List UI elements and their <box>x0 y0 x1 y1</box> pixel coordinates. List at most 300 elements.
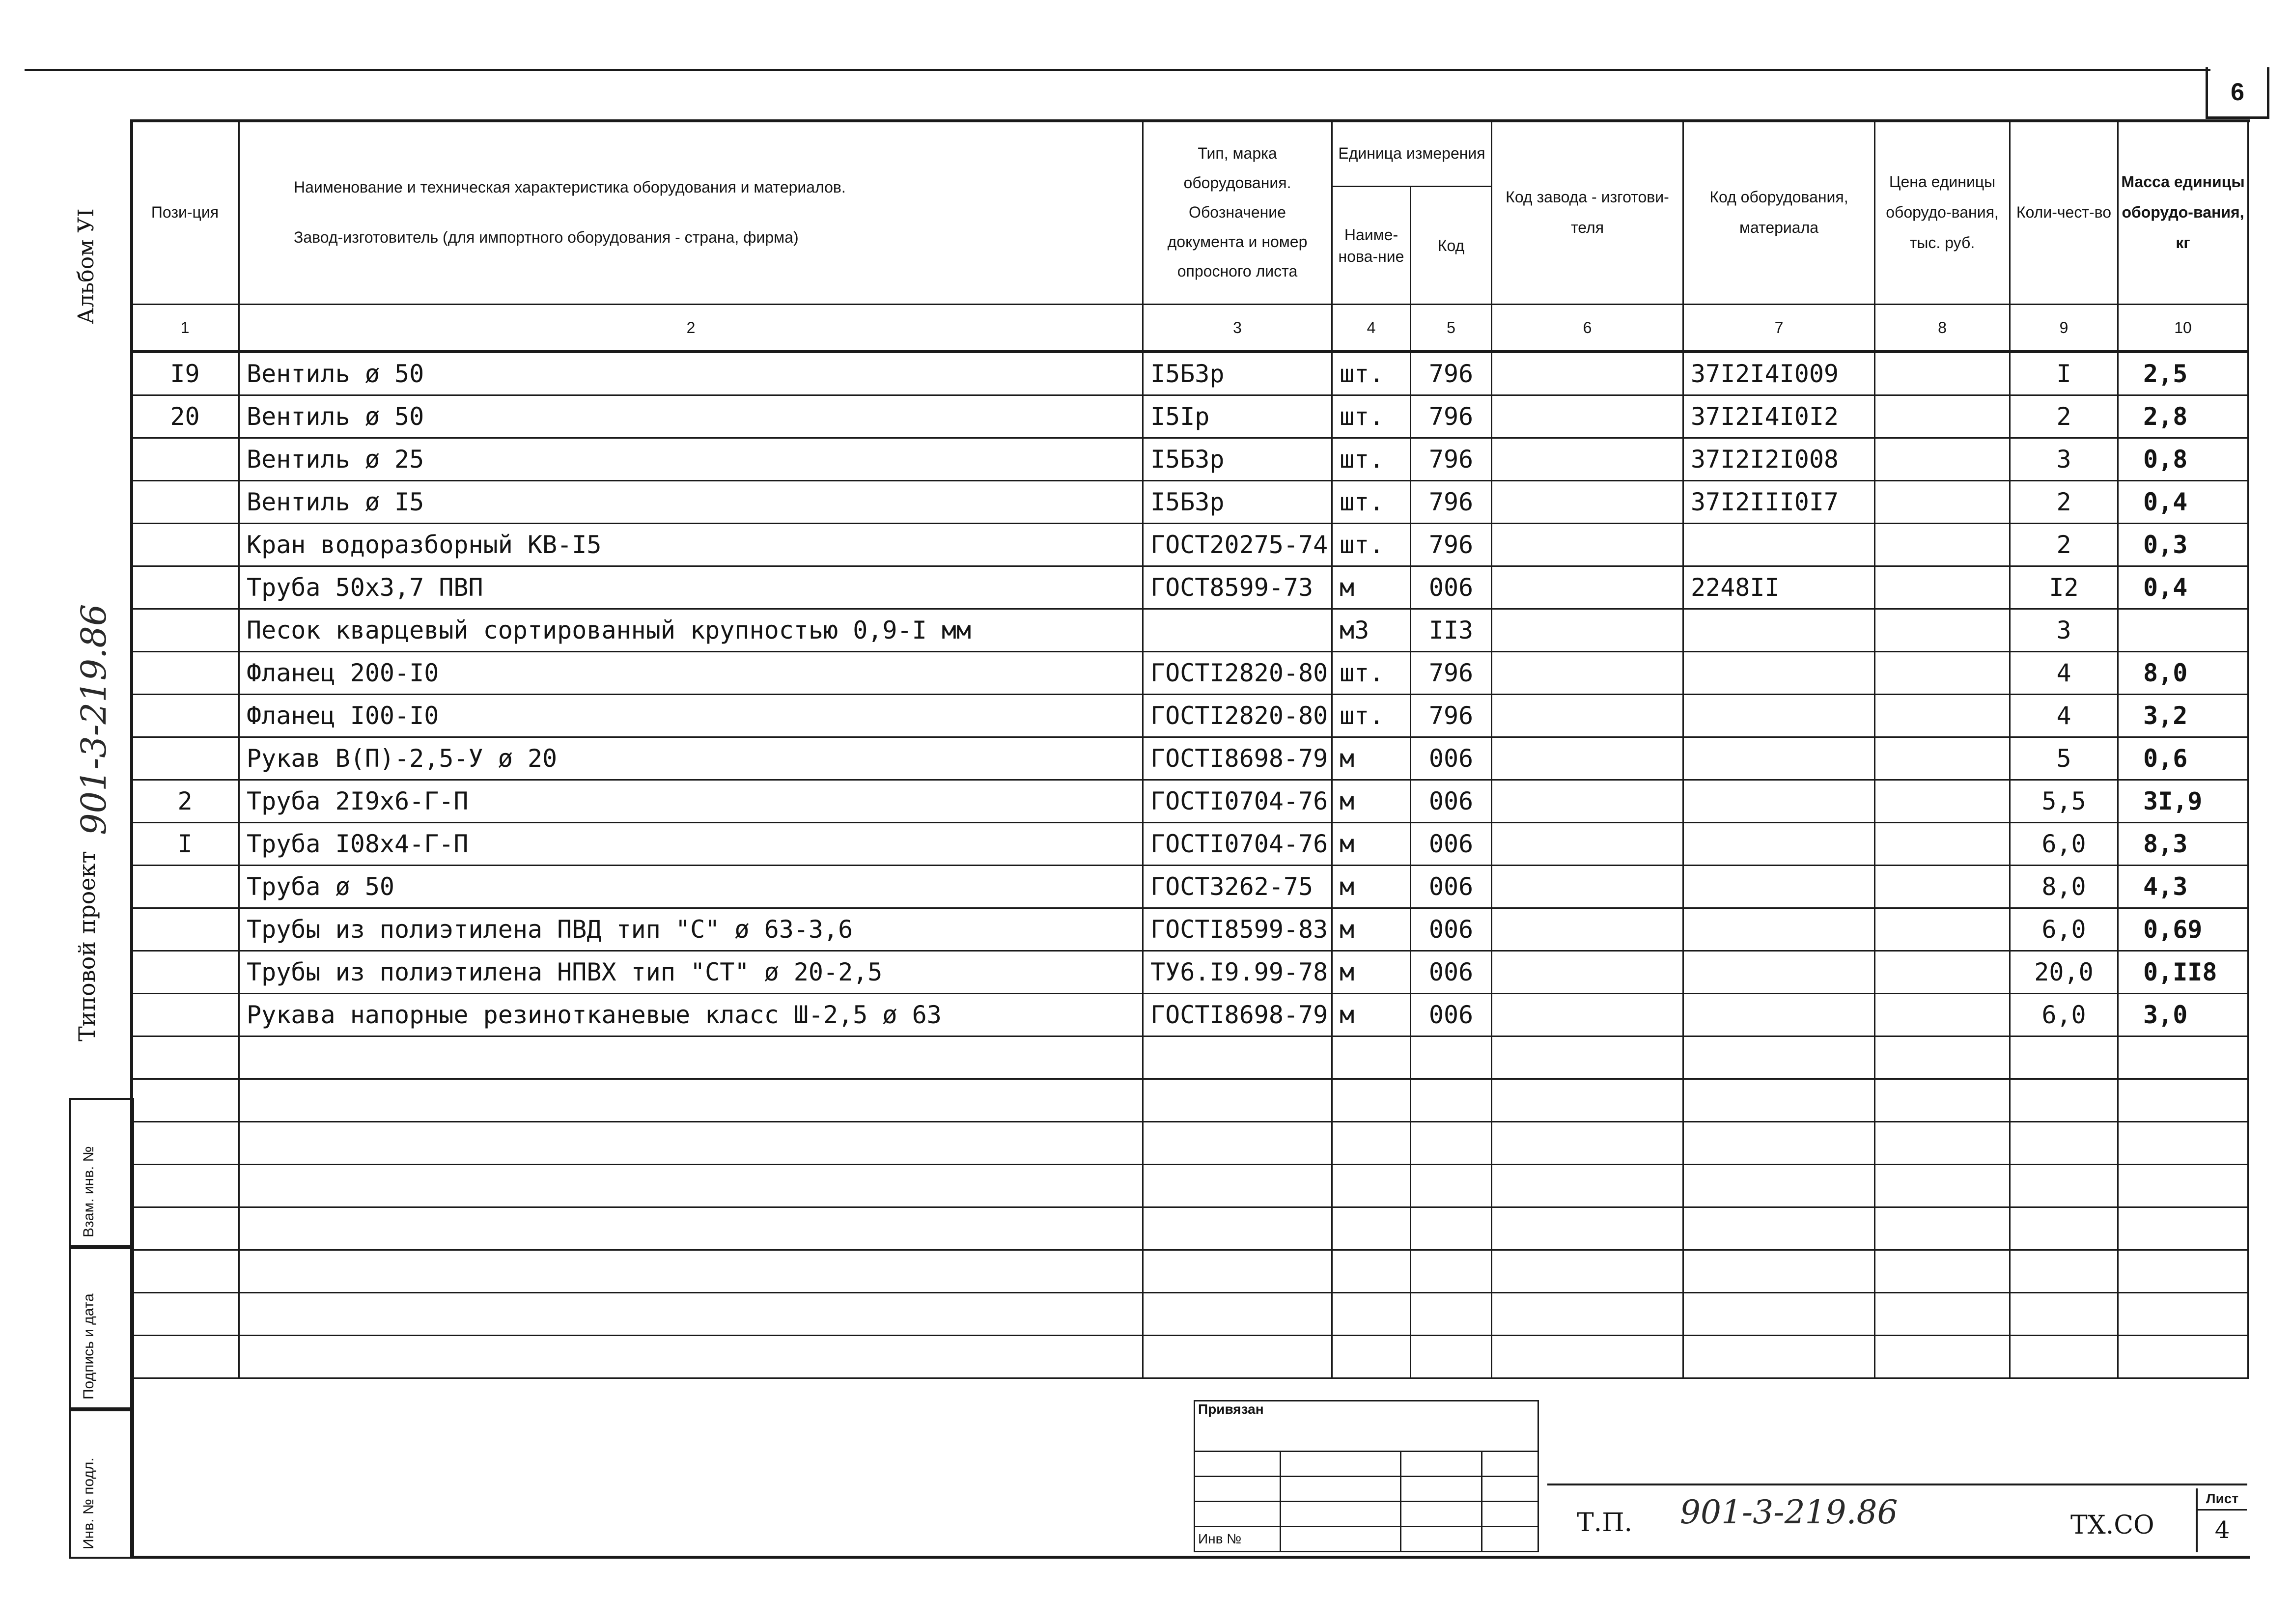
cell-code <box>1683 823 1875 866</box>
table-row <box>131 524 2248 566</box>
cell-ucode: II3 <box>1411 609 1492 652</box>
cell-pos: I <box>131 823 239 866</box>
col-number: 6 <box>1492 305 1683 352</box>
cell-price <box>1875 908 2010 951</box>
table-row <box>131 951 2248 994</box>
cell-price <box>1875 695 2010 737</box>
empty-cell <box>1143 1122 1332 1165</box>
cell-factory <box>1492 737 1683 780</box>
cell-factory <box>1492 951 1683 994</box>
cell-code <box>1683 609 1875 652</box>
cell-type: ГОСТI8698-79 <box>1143 994 1332 1036</box>
stamp-box-replaced-inv <box>69 1098 134 1249</box>
table-row <box>131 352 2248 395</box>
cell-factory <box>1492 780 1683 823</box>
empty-cell <box>2010 1122 2118 1165</box>
cell-unit: шт. <box>1332 695 1411 737</box>
tp-code-handwritten: 901-3-219.86 <box>1680 1493 1898 1531</box>
empty-cell <box>2118 1336 2248 1378</box>
cell-pos <box>131 695 239 737</box>
empty-cell <box>2118 1250 2248 1293</box>
cell-code <box>1683 524 1875 566</box>
header-unit-name: Наиме-нова-ние <box>1332 187 1411 305</box>
cell-pos <box>131 652 239 695</box>
cell-code: 37I2I2I008 <box>1683 438 1875 481</box>
cell-code: 37I2I4I009 <box>1683 352 1875 395</box>
col-number: 8 <box>1875 305 2010 352</box>
empty-cell <box>239 1165 1143 1207</box>
empty-cell <box>1411 1336 1492 1378</box>
cell-ucode: 006 <box>1411 780 1492 823</box>
cell-factory <box>1492 994 1683 1036</box>
cell-unit: шт. <box>1332 352 1411 395</box>
empty-cell <box>1492 1122 1683 1165</box>
empty-cell <box>2118 1293 2248 1336</box>
cell-pos <box>131 481 239 524</box>
cell-ucode: 006 <box>1411 566 1492 609</box>
cell-pos: 2 <box>131 780 239 823</box>
cell-qty: I2 <box>2010 566 2118 609</box>
empty-cell <box>1875 1079 2010 1122</box>
cell-name: Труба I08х4-Г-П <box>239 823 1143 866</box>
cell-name: Фланец 200-I0 <box>239 652 1143 695</box>
cell-price <box>1875 737 2010 780</box>
cell-mass: 0,II8 <box>2118 951 2248 994</box>
empty-cell <box>131 1122 239 1165</box>
cell-ucode: 006 <box>1411 737 1492 780</box>
cell-factory <box>1492 609 1683 652</box>
cell-unit: м <box>1332 737 1411 780</box>
cell-type: ГОСТ3262-75 <box>1143 866 1332 908</box>
empty-cell <box>1875 1293 2010 1336</box>
cell-type: I5Iр <box>1143 395 1332 438</box>
top-rule <box>25 69 2210 71</box>
empty-cell <box>1143 1165 1332 1207</box>
empty-cell <box>131 1207 239 1250</box>
cell-unit: шт. <box>1332 395 1411 438</box>
table-row <box>131 908 2248 951</box>
cell-unit: шт. <box>1332 652 1411 695</box>
cell-factory <box>1492 438 1683 481</box>
cell-unit: м <box>1332 908 1411 951</box>
header-quantity: Коли-чест-во <box>2010 120 2118 305</box>
cell-name: Вентиль ø I5 <box>239 481 1143 524</box>
empty-cell <box>2118 1079 2248 1122</box>
empty-cell <box>239 1079 1143 1122</box>
stamp-label: Подпись и дата <box>81 1293 97 1400</box>
cell-qty: 3 <box>2010 609 2118 652</box>
header-name-line1: Наименование и техническая характеристика оборудования и материалов. <box>294 178 846 196</box>
cell-mass: 3,0 <box>2118 994 2248 1036</box>
cell-unit: м <box>1332 780 1411 823</box>
cell-name: Фланец I00-I0 <box>239 695 1143 737</box>
table-row <box>131 481 2248 524</box>
cell-unit: шт. <box>1332 524 1411 566</box>
empty-cell <box>239 1122 1143 1165</box>
sheet-cell <box>2196 1488 2247 1552</box>
cell-unit: шт. <box>1332 438 1411 481</box>
cell-code <box>1683 737 1875 780</box>
cell-ucode: 006 <box>1411 951 1492 994</box>
cell-qty: 2 <box>2010 524 2118 566</box>
cell-factory <box>1492 908 1683 951</box>
empty-cell <box>1143 1336 1332 1378</box>
empty-cell <box>1875 1336 2010 1378</box>
empty-cell <box>1875 1165 2010 1207</box>
col-number: 10 <box>2118 305 2248 352</box>
empty-cell <box>1683 1165 1875 1207</box>
table-row <box>131 695 2248 737</box>
cell-code: 37I2III0I7 <box>1683 481 1875 524</box>
empty-cell <box>1492 1336 1683 1378</box>
cell-type: ГОСТI0704-76 <box>1143 780 1332 823</box>
cell-price <box>1875 652 2010 695</box>
empty-cell <box>2010 1165 2118 1207</box>
empty-cell <box>1332 1336 1411 1378</box>
cell-type: ГОСТ8599-73 <box>1143 566 1332 609</box>
cell-pos <box>131 566 239 609</box>
cell-mass: 2,5 <box>2118 352 2248 395</box>
cell-price <box>1875 352 2010 395</box>
header-unit-code: Код <box>1411 187 1492 305</box>
bound-label: Привязан <box>1195 1401 1538 1452</box>
cell-price <box>1875 951 2010 994</box>
cell-name: Труба ø 50 <box>239 866 1143 908</box>
table-row <box>131 566 2248 609</box>
stamp-label: Инв. № подл. <box>81 1457 97 1549</box>
cell-pos <box>131 994 239 1036</box>
header-name-line2: Завод-изготовитель (для импортного оборудования - страна, фирма) <box>294 228 799 246</box>
empty-cell <box>131 1293 239 1336</box>
empty-cell <box>1411 1122 1492 1165</box>
empty-row <box>131 1250 2248 1293</box>
cell-type <box>1143 609 1332 652</box>
sheet-label: Лист <box>2198 1488 2247 1511</box>
empty-cell <box>1411 1165 1492 1207</box>
empty-cell <box>1143 1250 1332 1293</box>
cell-unit: м <box>1332 951 1411 994</box>
cell-ucode: 796 <box>1411 524 1492 566</box>
empty-row <box>131 1207 2248 1250</box>
empty-cell <box>239 1293 1143 1336</box>
table-row <box>131 780 2248 823</box>
cell-mass: 8,0 <box>2118 652 2248 695</box>
cell-ucode: 006 <box>1411 994 1492 1036</box>
cell-qty: 6,0 <box>2010 823 2118 866</box>
table-row <box>131 609 2248 652</box>
cell-code: 2248II <box>1683 566 1875 609</box>
empty-cell <box>131 1079 239 1122</box>
empty-cell <box>2010 1079 2118 1122</box>
cell-name: Вентиль ø 50 <box>239 395 1143 438</box>
cell-price <box>1875 524 2010 566</box>
header-name <box>239 120 1143 305</box>
cell-mass: 0,4 <box>2118 566 2248 609</box>
cell-name: Вентиль ø 50 <box>239 352 1143 395</box>
empty-cell <box>1332 1079 1411 1122</box>
cell-qty: 2 <box>2010 395 2118 438</box>
cell-code <box>1683 652 1875 695</box>
empty-cell <box>239 1207 1143 1250</box>
cell-qty: 8,0 <box>2010 866 2118 908</box>
cell-ucode: 006 <box>1411 823 1492 866</box>
cell-unit: м3 <box>1332 609 1411 652</box>
cell-ucode: 796 <box>1411 652 1492 695</box>
cell-mass: 8,3 <box>2118 823 2248 866</box>
cell-type: ГОСТ20275-74 <box>1143 524 1332 566</box>
cell-type: I5Б3р <box>1143 438 1332 481</box>
cell-mass: 0,8 <box>2118 438 2248 481</box>
empty-cell <box>1683 1336 1875 1378</box>
col-number: 4 <box>1332 305 1411 352</box>
empty-row <box>131 1036 2248 1079</box>
empty-cell <box>1875 1250 2010 1293</box>
cell-ucode: 796 <box>1411 481 1492 524</box>
cell-price <box>1875 780 2010 823</box>
header-mass: Масса единицы оборудо-вания, кг <box>2118 120 2248 305</box>
cell-mass: 0,6 <box>2118 737 2248 780</box>
cell-factory <box>1492 395 1683 438</box>
col-number: 7 <box>1683 305 1875 352</box>
col-number: 1 <box>131 305 239 352</box>
cell-code: 37I2I4I0I2 <box>1683 395 1875 438</box>
cell-name: Рукава напорные резинотканевые класс Ш-2,5 ø 63 <box>239 994 1143 1036</box>
empty-cell <box>2010 1036 2118 1079</box>
cell-type: I5Б3р <box>1143 481 1332 524</box>
col-number: 9 <box>2010 305 2118 352</box>
cell-mass: 3I,9 <box>2118 780 2248 823</box>
cell-pos <box>131 866 239 908</box>
cell-factory <box>1492 524 1683 566</box>
cell-factory <box>1492 481 1683 524</box>
inv-label: Инв № <box>1195 1527 1281 1552</box>
empty-cell <box>1683 1122 1875 1165</box>
cell-mass: 4,3 <box>2118 866 2248 908</box>
cell-ucode: 796 <box>1411 352 1492 395</box>
empty-cell <box>1683 1036 1875 1079</box>
cell-type: ГОСТI2820-80 <box>1143 652 1332 695</box>
empty-cell <box>131 1036 239 1079</box>
empty-cell <box>1411 1293 1492 1336</box>
stamp-box-original-inv <box>69 1407 134 1559</box>
empty-cell <box>1492 1036 1683 1079</box>
empty-cell <box>239 1036 1143 1079</box>
table-row <box>131 395 2248 438</box>
cell-unit: шт. <box>1332 481 1411 524</box>
cell-qty: 5 <box>2010 737 2118 780</box>
stamp-box-signature <box>69 1245 134 1411</box>
cell-mass: 0,3 <box>2118 524 2248 566</box>
cell-mass: 0,69 <box>2118 908 2248 951</box>
cell-name: Рукав В(П)-2,5-У ø 20 <box>239 737 1143 780</box>
empty-cell <box>1411 1036 1492 1079</box>
header-position: Пози-ция <box>131 120 239 305</box>
empty-cell <box>1683 1079 1875 1122</box>
table-row <box>131 994 2248 1036</box>
header-factory-code: Код завода - изготови-теля <box>1492 120 1683 305</box>
table-row <box>131 737 2248 780</box>
empty-cell <box>239 1250 1143 1293</box>
empty-cell <box>131 1336 239 1378</box>
cell-factory <box>1492 352 1683 395</box>
empty-cell <box>1875 1207 2010 1250</box>
table-row <box>131 438 2248 481</box>
cell-unit: м <box>1332 994 1411 1036</box>
header-type: Тип, марка оборудования. Обозначение документа и номер опросного листа <box>1143 120 1332 305</box>
empty-cell <box>1683 1250 1875 1293</box>
empty-row <box>131 1165 2248 1207</box>
cell-factory <box>1492 695 1683 737</box>
cell-qty: 2 <box>2010 481 2118 524</box>
cell-ucode: 006 <box>1411 908 1492 951</box>
table-row <box>131 652 2248 695</box>
empty-cell <box>2118 1165 2248 1207</box>
cell-price <box>1875 395 2010 438</box>
specification-table <box>130 119 2249 1379</box>
empty-cell <box>1411 1207 1492 1250</box>
cell-pos <box>131 908 239 951</box>
cell-code <box>1683 780 1875 823</box>
cell-factory <box>1492 866 1683 908</box>
binding-stamp <box>1194 1400 1539 1552</box>
col-number: 3 <box>1143 305 1332 352</box>
cell-qty: 6,0 <box>2010 908 2118 951</box>
empty-cell <box>2118 1122 2248 1165</box>
empty-cell <box>1875 1122 2010 1165</box>
empty-cell <box>1875 1036 2010 1079</box>
empty-cell <box>1332 1165 1411 1207</box>
stamp-label: Взам. инв. № <box>81 1146 97 1237</box>
empty-row <box>131 1293 2248 1336</box>
empty-cell <box>1332 1122 1411 1165</box>
empty-cell <box>2010 1207 2118 1250</box>
empty-cell <box>1143 1293 1332 1336</box>
cell-price <box>1875 823 2010 866</box>
empty-cell <box>1492 1165 1683 1207</box>
cell-ucode: 006 <box>1411 866 1492 908</box>
empty-cell <box>131 1165 239 1207</box>
empty-row <box>131 1079 2248 1122</box>
empty-cell <box>1411 1250 1492 1293</box>
cell-price <box>1875 566 2010 609</box>
table-row <box>131 823 2248 866</box>
cell-factory <box>1492 566 1683 609</box>
tp-label: Т.П. <box>1577 1508 1633 1538</box>
cell-mass: 3,2 <box>2118 695 2248 737</box>
empty-cell <box>2118 1036 2248 1079</box>
cell-unit: м <box>1332 566 1411 609</box>
cell-price <box>1875 609 2010 652</box>
empty-cell <box>1143 1207 1332 1250</box>
cell-factory <box>1492 823 1683 866</box>
cell-ucode: 796 <box>1411 695 1492 737</box>
cell-mass <box>2118 609 2248 652</box>
cell-qty: 3 <box>2010 438 2118 481</box>
cell-type: ГОСТI8698-79 <box>1143 737 1332 780</box>
project-label: Типовой проект <box>74 851 100 1041</box>
cell-name: Вентиль ø 25 <box>239 438 1143 481</box>
cell-pos <box>131 609 239 652</box>
empty-cell <box>131 1250 239 1293</box>
cell-qty: 6,0 <box>2010 994 2118 1036</box>
cell-mass: 0,4 <box>2118 481 2248 524</box>
empty-cell <box>1143 1036 1332 1079</box>
cell-unit: м <box>1332 866 1411 908</box>
cell-code <box>1683 866 1875 908</box>
empty-cell <box>1683 1207 1875 1250</box>
cell-qty: 5,5 <box>2010 780 2118 823</box>
cell-code <box>1683 951 1875 994</box>
empty-cell <box>2010 1250 2118 1293</box>
cell-type: ГОСТI0704-76 <box>1143 823 1332 866</box>
header-material-code: Код оборудования, материала <box>1683 120 1875 305</box>
empty-cell <box>2010 1336 2118 1378</box>
cell-factory <box>1492 652 1683 695</box>
header-price: Цена единицы оборудо-вания, тыс. руб. <box>1875 120 2010 305</box>
project-code-handwritten: 901-3-219.86 <box>74 604 114 835</box>
header-unit-group: Единица измерения <box>1332 120 1492 187</box>
empty-cell <box>1332 1036 1411 1079</box>
cell-price <box>1875 438 2010 481</box>
empty-cell <box>1411 1079 1492 1122</box>
cell-price <box>1875 994 2010 1036</box>
empty-cell <box>1492 1250 1683 1293</box>
cell-pos <box>131 524 239 566</box>
cell-qty: 20,0 <box>2010 951 2118 994</box>
cell-type: I5Б3р <box>1143 352 1332 395</box>
cell-name: Трубы из полиэтилена ПВД тип "С" ø 63-3,6 <box>239 908 1143 951</box>
cell-name: Труба 2I9х6-Г-П <box>239 780 1143 823</box>
empty-cell <box>1492 1207 1683 1250</box>
cell-qty: 4 <box>2010 652 2118 695</box>
empty-cell <box>1492 1293 1683 1336</box>
cell-type: ТУ6.I9.99-78 <box>1143 951 1332 994</box>
cell-ucode: 796 <box>1411 395 1492 438</box>
empty-cell <box>1332 1293 1411 1336</box>
cell-code <box>1683 994 1875 1036</box>
empty-cell <box>1492 1079 1683 1122</box>
col-number: 5 <box>1411 305 1492 352</box>
album-label: Альбом УI <box>74 208 99 324</box>
cell-name: Песок кварцевый сортированный крупностью 0,9-I мм <box>239 609 1143 652</box>
cell-qty: I <box>2010 352 2118 395</box>
cell-qty: 4 <box>2010 695 2118 737</box>
cell-pos <box>131 737 239 780</box>
page-number: 6 <box>2206 67 2269 119</box>
cell-code <box>1683 695 1875 737</box>
cell-type: ГОСТI2820-80 <box>1143 695 1332 737</box>
table-row <box>131 866 2248 908</box>
cell-name: Кран водоразборный КВ-I5 <box>239 524 1143 566</box>
title-rule <box>1547 1484 2247 1485</box>
cell-mass: 2,8 <box>2118 395 2248 438</box>
empty-cell <box>239 1336 1143 1378</box>
cell-name: Труба 50х3,7 ПВП <box>239 566 1143 609</box>
cell-pos <box>131 438 239 481</box>
cell-price <box>1875 481 2010 524</box>
empty-cell <box>1332 1207 1411 1250</box>
empty-row <box>131 1122 2248 1165</box>
empty-cell <box>2010 1293 2118 1336</box>
col-number: 2 <box>239 305 1143 352</box>
cell-pos: 20 <box>131 395 239 438</box>
cell-price <box>1875 866 2010 908</box>
cell-ucode: 796 <box>1411 438 1492 481</box>
cell-unit: м <box>1332 823 1411 866</box>
empty-row <box>131 1336 2248 1378</box>
empty-cell <box>2118 1207 2248 1250</box>
cell-code <box>1683 908 1875 951</box>
